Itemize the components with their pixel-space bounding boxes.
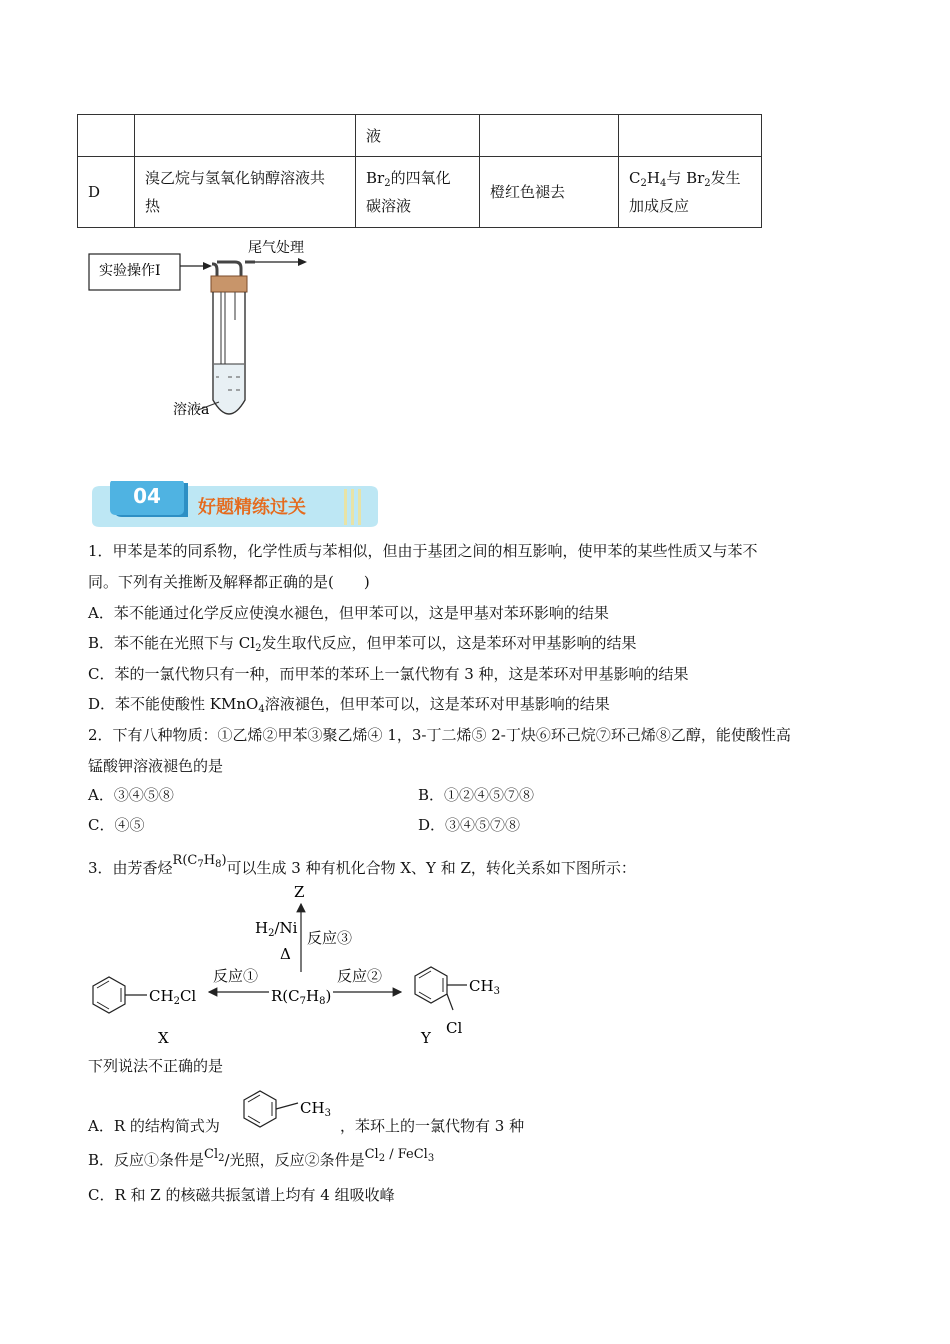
table-cell: D: [78, 157, 135, 228]
q1-option-b: [88, 633, 636, 653]
text-part: 可以生成 3 种有机化合物 X、Y 和 Z，转化关系如下图所示：: [226, 859, 636, 877]
section-number: 04: [133, 484, 161, 508]
formula-part: Br: [366, 169, 385, 187]
q2-stem-line: 锰酸钾溶液褪色的是: [88, 757, 224, 775]
q2-stem-line: 2．下有八种物质：①乙烯②甲苯③聚乙烯④ 1，3-丁二烯⑤ 2-丁炔⑥环己烷⑦环己烯⑧乙醇，能使酸性高: [88, 726, 791, 744]
subscript: 2: [704, 178, 711, 189]
q1-stem-line: 1．甲苯是苯的同系物，化学性质与苯相似，但由于基团之间的相互影响，使甲苯的某些性质又与苯不: [88, 542, 758, 560]
bond: [276, 1103, 298, 1109]
benzene-ring-x: [93, 977, 125, 1013]
formula-part: C: [629, 169, 641, 187]
toluene-structure: [230, 1082, 342, 1138]
banner-stripe: [344, 489, 347, 525]
table-cell: [619, 115, 762, 157]
section-title: 好题精练过关: [198, 497, 306, 518]
answer-table: [77, 114, 762, 228]
reaction-scheme: [85, 880, 515, 1050]
reaction-1-label: 反应①: [213, 967, 259, 985]
section-banner: [88, 481, 378, 529]
subscript: 2: [384, 178, 391, 189]
cell-line: 加成反应: [629, 197, 690, 215]
table-cell: 液: [356, 115, 480, 157]
cell-line: 溴乙烷与氢氧化钠醇溶液共: [145, 169, 326, 187]
banner-stripe: [358, 489, 361, 525]
formula-part: 发生: [710, 169, 741, 187]
cell-line: 碳溶液: [366, 197, 412, 215]
subscript: 2: [640, 178, 647, 189]
product-z: Z: [294, 883, 305, 901]
ch2cl-group: $CH_2Cl$: [149, 986, 197, 1007]
table-cell: [480, 115, 619, 157]
label-x: X: [158, 1028, 169, 1047]
q3-option-b: [88, 1147, 435, 1172]
table-cell: [619, 157, 762, 228]
r-c7h8-center: $R(C_7H_8)$: [271, 986, 332, 1007]
table-cell: [78, 115, 135, 157]
formula-part: H: [646, 169, 660, 187]
subscript: 4: [258, 704, 265, 715]
reaction-2-label: 反应②: [337, 967, 383, 985]
solution-label: 溶液a: [173, 402, 210, 418]
condition-cl2-fecl3: $Cl_2$ / FeCl$_3$: [364, 1147, 435, 1164]
label-y: Y: [421, 1028, 431, 1047]
formula-r-c7h8: $R(C_7H_8)$: [172, 853, 227, 870]
operation-box-label: 实验操作Ⅰ: [99, 262, 161, 279]
q3-stem: [88, 853, 636, 880]
solution-liquid: [214, 364, 244, 413]
exhaust-label: 尾气处理: [248, 240, 304, 256]
table-cell: [135, 157, 356, 228]
rubber-stopper: [211, 276, 247, 292]
subscript: 2: [255, 643, 262, 654]
reaction-3-label: 反应③: [307, 929, 353, 947]
table-cell: [135, 115, 356, 157]
q2-option-c: C．④⑤: [88, 816, 145, 834]
apparatus-figure: [85, 232, 325, 432]
text-part: D．苯不能使酸性 KMnO: [88, 695, 259, 713]
q3-option-c: C．R 和 Z 的核磁共振氢谱上均有 4 组吸收峰: [88, 1186, 395, 1204]
arrow-head: [298, 258, 307, 266]
y-chloro: Cl: [446, 1018, 463, 1037]
cell-line: [366, 164, 469, 192]
q3-option-a-post: ，苯环上的一氯代物有 3 种: [340, 1117, 525, 1135]
q3-option-a-pre: A．R 的结构简式为: [88, 1117, 220, 1135]
text-part: B．反应①条件是: [88, 1151, 205, 1169]
table-cell: [356, 157, 480, 228]
text-part: 3．由芳香烃: [88, 859, 173, 877]
arrow-head: [203, 262, 212, 270]
table-row: [78, 115, 762, 157]
q2-option-b: B．①②④⑤⑦⑧: [418, 786, 535, 804]
benzene-ring: [244, 1091, 276, 1127]
q1-stem-line: 同。下列有关推断及解释都正确的是( ): [88, 573, 370, 591]
text-part: /光照，反应②条件是: [224, 1151, 365, 1169]
condition-cl2: $Cl_2$: [204, 1147, 225, 1164]
text-part: B．苯不能在光照下与 Cl: [88, 634, 256, 652]
formula-part: 的四氧化: [390, 169, 451, 187]
q2-option-a: A．③④⑤⑧: [88, 786, 174, 804]
text-part: 发生取代反应，但甲苯可以，这是苯环对甲基影响的结果: [261, 634, 637, 652]
text-part: 溶液褪色，但甲苯可以，这是苯环对甲基影响的结果: [264, 695, 610, 713]
y-methyl: $CH_3$: [469, 976, 500, 997]
delta-symbol: Δ: [280, 945, 291, 963]
condition-h2-ni: $H_2/Ni$: [255, 919, 298, 939]
q2-option-d: D．③④⑤⑦⑧: [418, 816, 521, 834]
cell-line: 热: [145, 197, 161, 215]
table-cell: 橙红色褪去: [480, 157, 619, 228]
banner-stripe: [351, 489, 354, 525]
q1-option-c: C．苯的一氯代物只有一种，而甲苯的苯环上一氯代物有 3 种，这是苯环对甲基影响的结果: [88, 665, 689, 683]
subscript: 4: [659, 178, 667, 189]
table-row: [78, 157, 762, 228]
bond: [447, 994, 453, 1010]
cell-line: [629, 164, 751, 192]
benzene-ring-y: [415, 967, 447, 1003]
q3-lead: 下列说法不正确的是: [88, 1057, 224, 1075]
formula-part: 与 Br: [666, 169, 705, 187]
q1-option-d: [88, 694, 610, 714]
methyl-group: $CH_3$: [300, 1098, 331, 1119]
q1-option-a: A．苯不能通过化学反应使溴水褪色，但甲苯可以，这是甲基对苯环影响的结果: [88, 604, 609, 622]
